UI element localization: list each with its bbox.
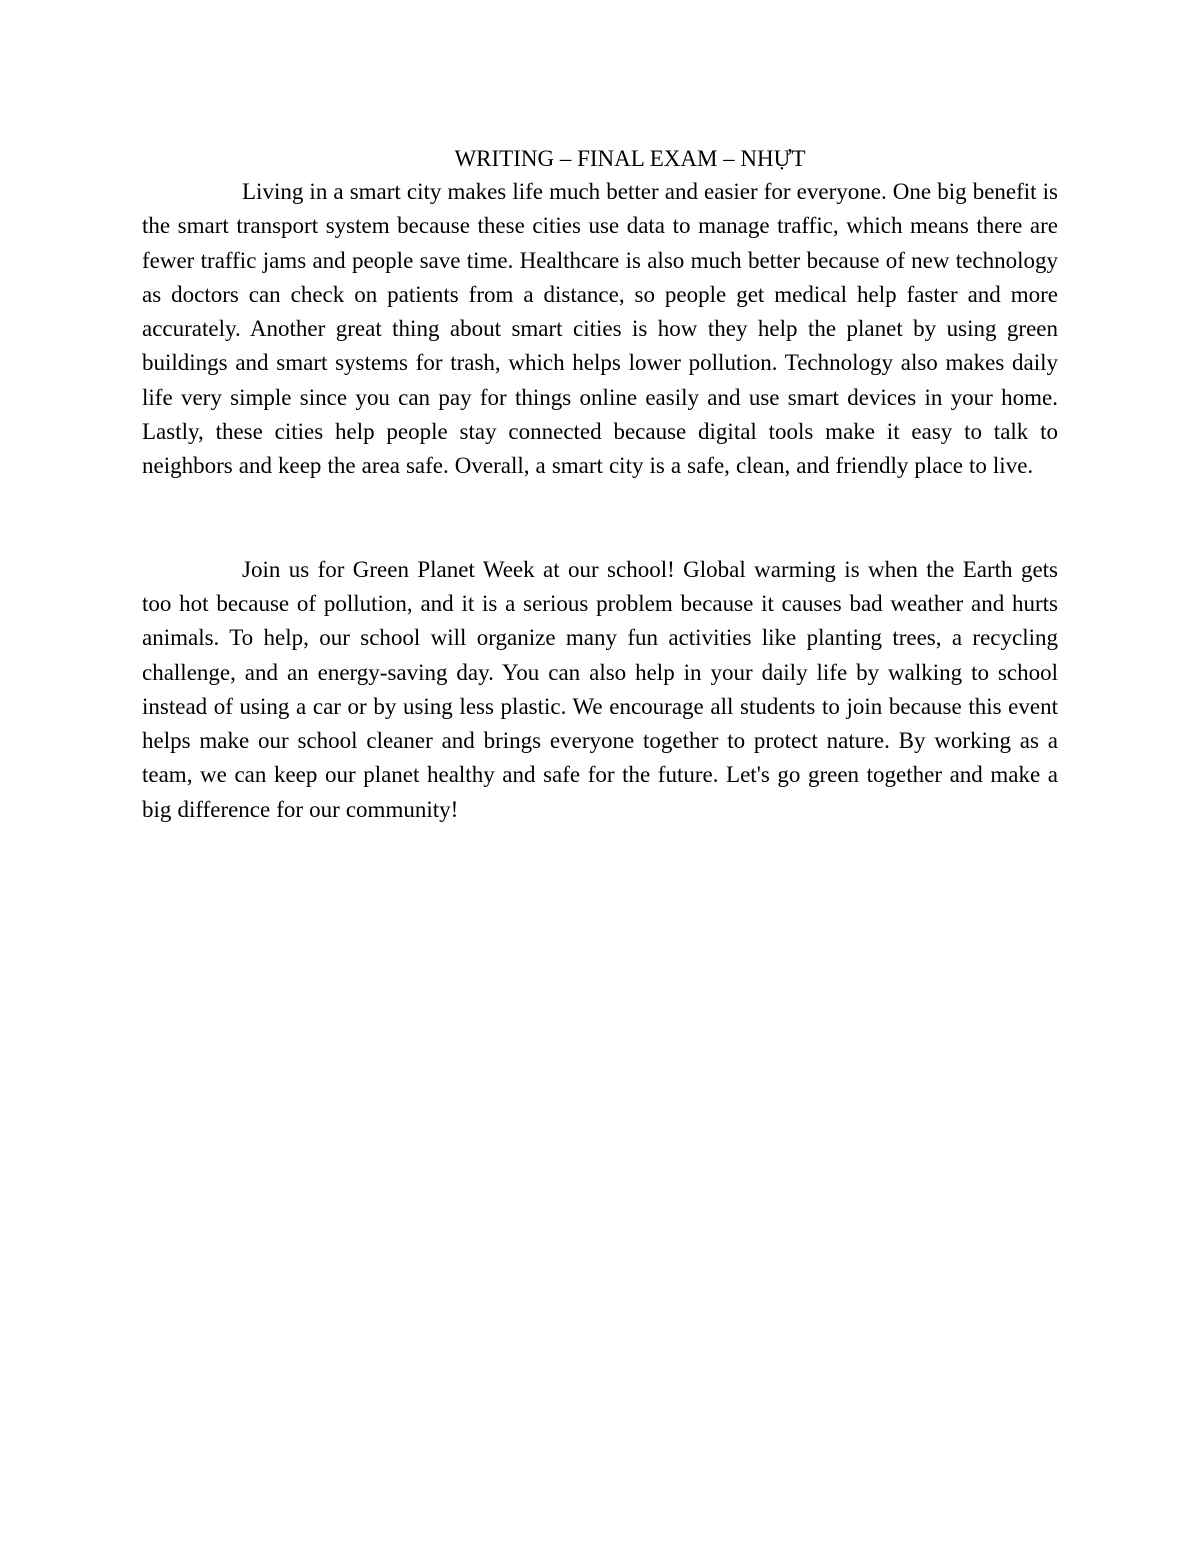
paragraph-green-planet-week: Join us for Green Planet Week at our school! Global warming is when the Earth gets too hot because of pollution, and it is a serious problem because it causes bad weather and hurts animals. To help, our school will organize many fun activities like planting trees, a recycling challenge, and an energy-saving day. You can also help in your daily life by walking to school instead of using a car or by using less plastic. We encourage all students to join because this event helps make our school cleaner and brings everyone together to protect nature. By working as a team, we can keep our planet healthy and safe for the future. Let's go green together and make a big difference for our community! — [142, 556, 1058, 822]
document-title: WRITING – FINAL EXAM – NHỰT — [454, 146, 806, 171]
paragraph-spacer — [142, 484, 1058, 553]
document-body — [142, 144, 1058, 827]
paragraph-smart-city: Living in a smart city makes life much better and easier for everyone. One big benefit is the smart transport system because these cities use data to manage traffic, which means there are fewer traffic jams and people save time. Healthcare is also much better because of new technology as doctors can check on patients from a distance, so people get medical help faster and more accurately. Another great thing about smart cities is how they help the planet by using green buildings and smart systems for trash, which helps lower pollution. Technology also makes daily life very simple since you can pay for things online easily and use smart devices in your home. Lastly, these cities help people stay connected because digital tools make it easy to talk to neighbors and keep the area safe. Overall, a smart city is a safe, clean, and friendly place to live. — [142, 179, 1058, 479]
